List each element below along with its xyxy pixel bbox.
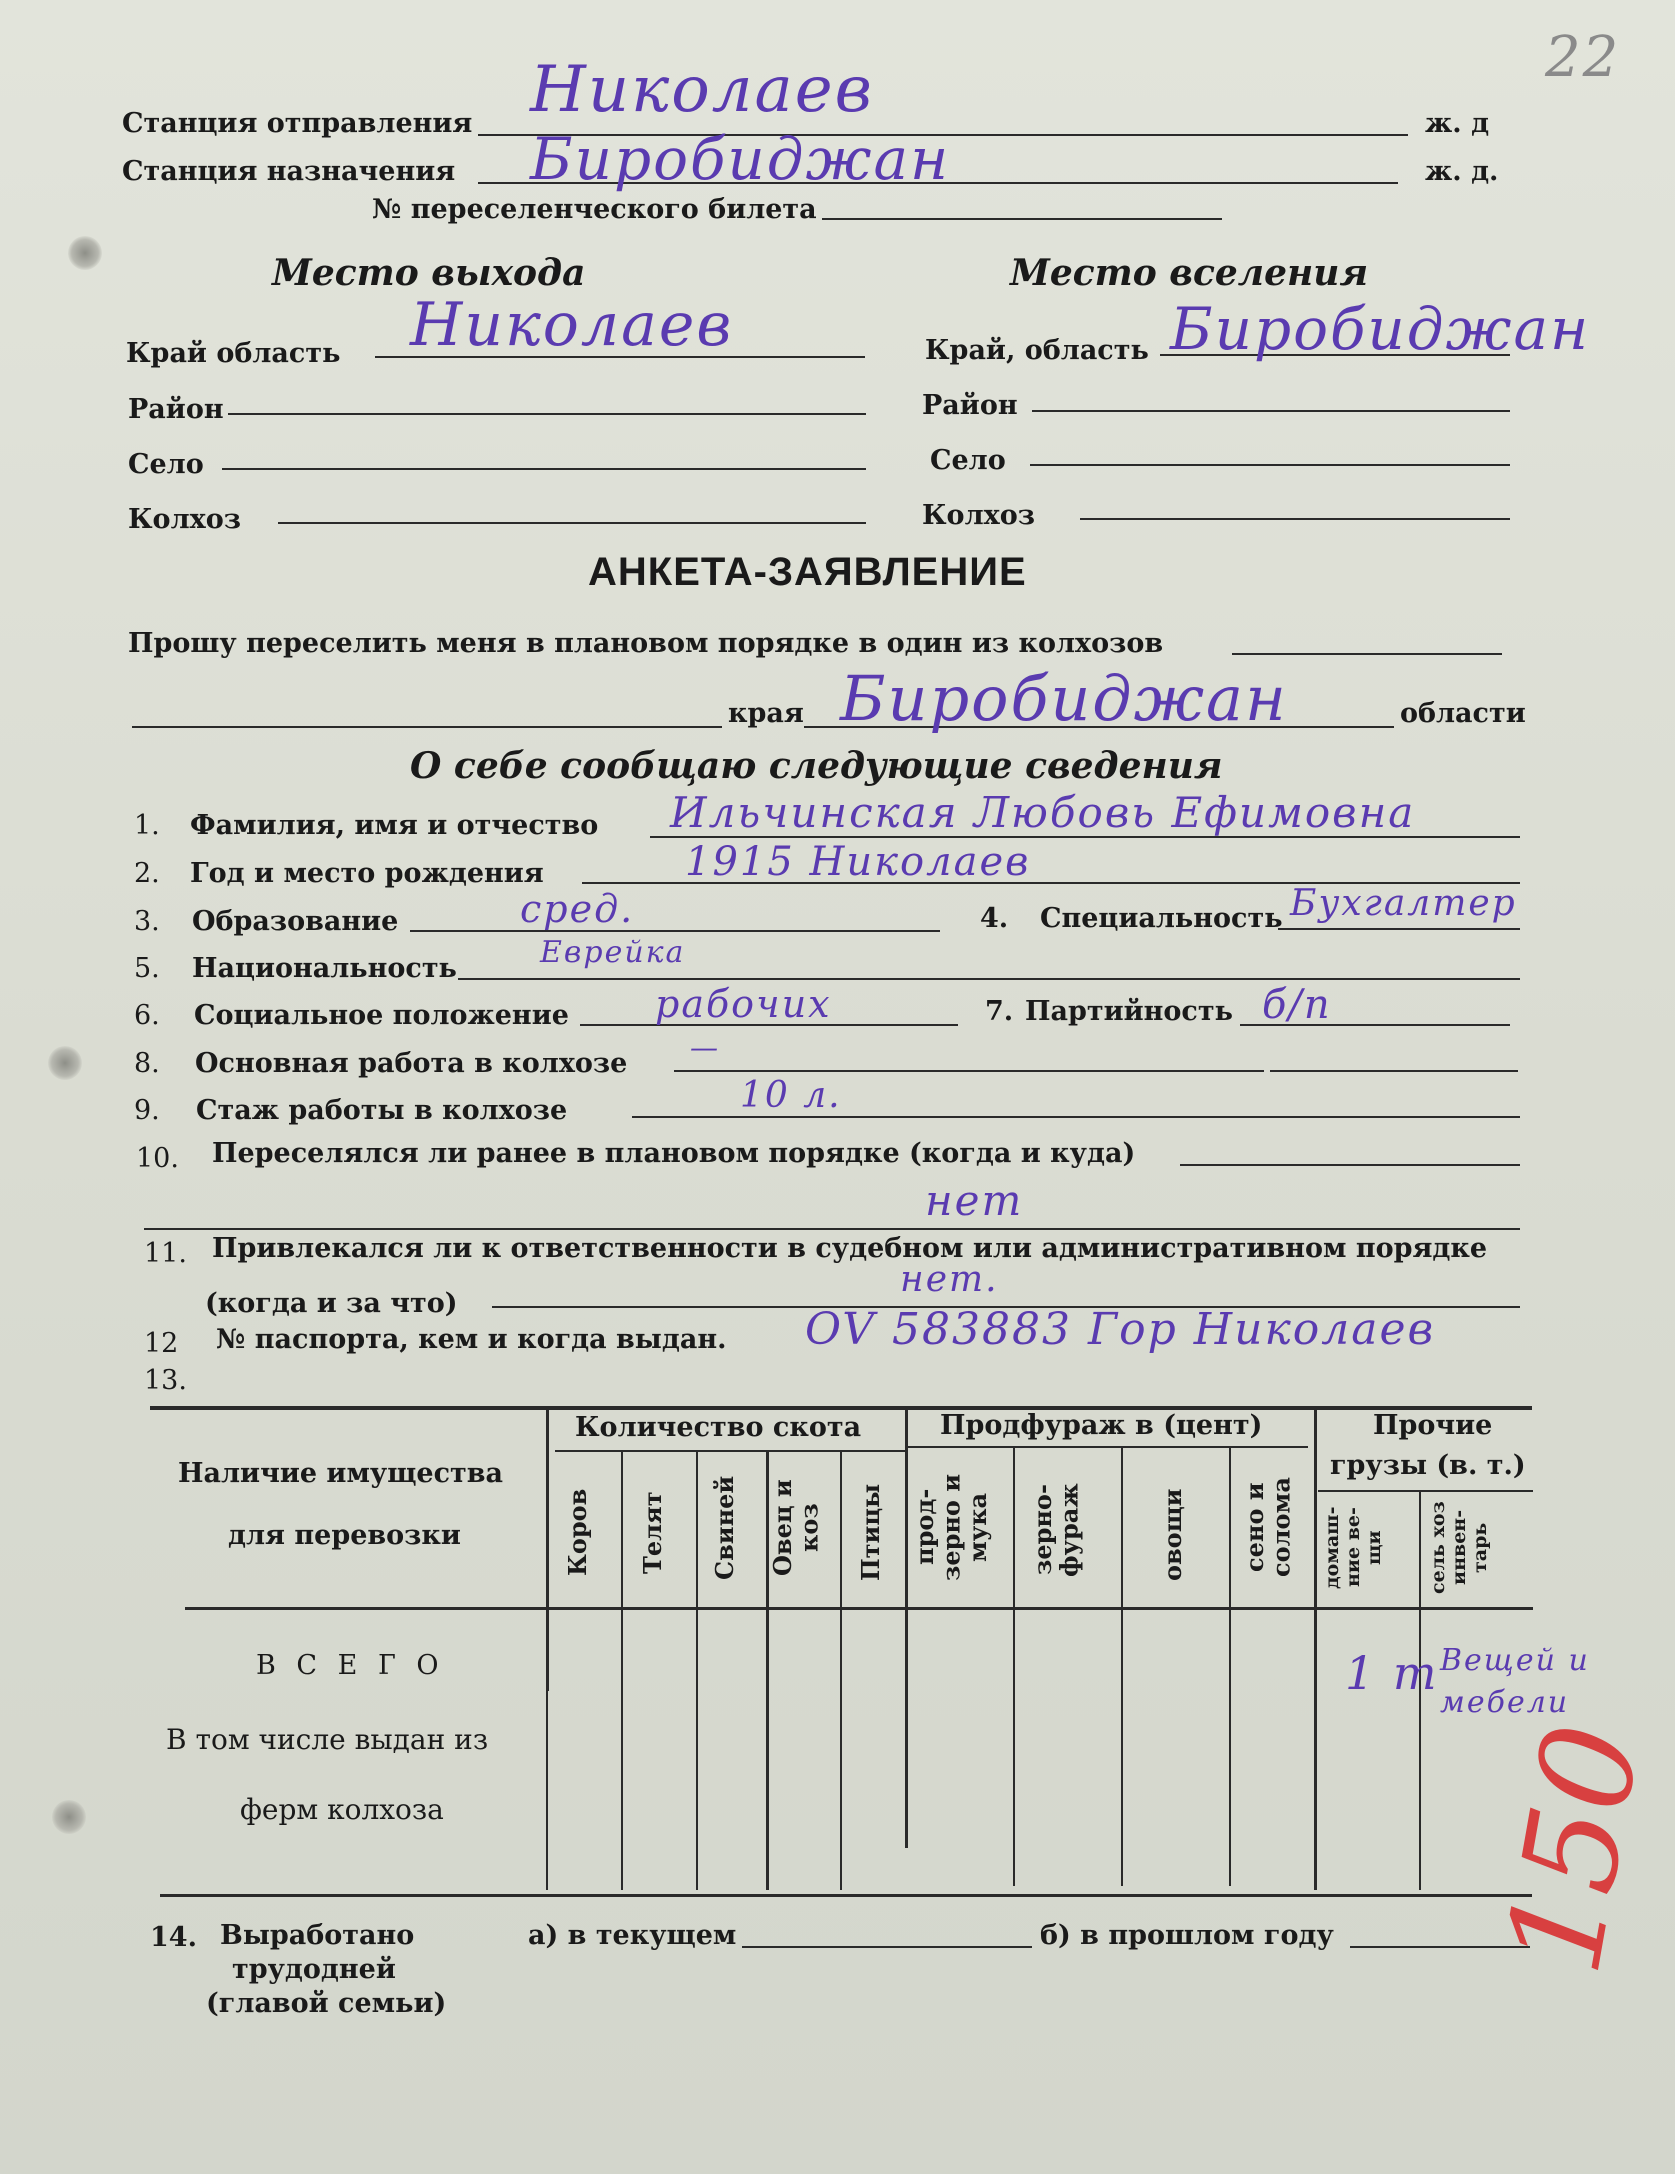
item-11-value: нет.	[900, 1259, 999, 1300]
workdays-current-label: а) в текущем	[528, 1920, 737, 1951]
workdays-previous-label: б) в прошлом году	[1040, 1920, 1334, 1951]
col-calves: Телят	[638, 1491, 667, 1574]
workdays-label-2: трудодней	[232, 1954, 396, 1985]
item-1-value: Ильчинская Любовь Ефимовна	[670, 788, 1416, 837]
item-11-label2: (когда и за что)	[205, 1288, 458, 1319]
station-from-suffix: ж. д	[1425, 108, 1490, 139]
workdays-label-3: (главой семьи)	[206, 1988, 447, 2019]
item-3-label: Образование	[192, 906, 399, 937]
table-row-total: В С Е Г О	[256, 1650, 445, 1681]
table-group-fodder: Продфураж в (цент)	[940, 1410, 1263, 1441]
item-1-num: 1.	[134, 810, 160, 841]
item-2-num: 2.	[134, 858, 160, 889]
origin-district-label: Район	[128, 394, 224, 425]
item-7-label: Партийность	[1025, 996, 1233, 1027]
item-10-label: Переселялся ли ранее в плановом порядке (когда и куда)	[212, 1138, 1136, 1169]
col-vegetables: овощи	[1158, 1488, 1187, 1582]
origin-heading: Место выхода	[272, 252, 586, 294]
item-12-num: 12	[144, 1328, 179, 1359]
origin-region-label: Край область	[126, 338, 341, 369]
item-8-num: 8.	[134, 1048, 160, 1079]
request-kray-label: края	[728, 698, 804, 729]
item-3-num: 3.	[134, 906, 160, 937]
col-grain-fodder: зерно-фураж	[1028, 1483, 1084, 1577]
punch-hole-2	[48, 1046, 82, 1080]
request-oblast-label: области	[1400, 698, 1526, 729]
item-4-value: Бухгалтер	[1290, 883, 1517, 924]
item-9-label: Стаж работы в колхозе	[196, 1095, 568, 1126]
cell-household-value: 1 т	[1345, 1646, 1439, 1700]
workdays-label-1: Выработано	[220, 1920, 415, 1951]
item-8-value: —	[690, 1031, 720, 1064]
table-row-header-1: Наличие имущества	[178, 1458, 504, 1489]
col-farm-tools: сель хоз инвен-тарь	[1427, 1501, 1491, 1594]
destination-region-label: Край, область	[925, 335, 1149, 366]
item-5-num: 5.	[134, 953, 160, 984]
station-to-label: Станция назначения	[122, 156, 456, 187]
item-2-label: Год и место рождения	[190, 858, 544, 889]
red-stamp-number: 150	[1477, 1713, 1670, 1985]
punch-hole-3	[52, 1800, 86, 1834]
table-row-issued-2: ферм колхоза	[240, 1793, 444, 1826]
col-poultry: Птицы	[856, 1483, 885, 1582]
item-12-value: OV 583883 Гор Николаев	[805, 1304, 1436, 1355]
item-6-num: 6.	[134, 1000, 160, 1031]
item-9-num: 9.	[134, 1095, 160, 1126]
item-7-value: б/п	[1262, 982, 1332, 1028]
item-4-num: 4.	[980, 903, 1009, 934]
item-11-label: Привлекался ли к ответственности в судебном или административном порядке	[212, 1233, 1488, 1264]
request-oblast-value: Биробиджан	[840, 662, 1288, 735]
punch-hole-1	[68, 236, 102, 270]
station-to-value: Биробиджан	[530, 125, 951, 193]
origin-kolkhoz-label: Колхоз	[128, 504, 241, 535]
origin-village-label: Село	[128, 449, 204, 480]
item-5-value: Еврейка	[540, 935, 686, 970]
ticket-label: № переселенческого билета	[372, 194, 817, 225]
station-from-label: Станция отправления	[122, 108, 473, 139]
section-heading: О себе сообщаю следующие сведения	[410, 745, 1223, 787]
destination-kolkhoz-label: Колхоз	[922, 500, 1035, 531]
table-top-rule	[150, 1406, 1532, 1410]
item-2-value: 1915 Николаев	[685, 839, 1031, 885]
item-6-value: рабочих	[655, 982, 832, 1026]
item-6-label: Социальное положение	[194, 1000, 569, 1031]
table-row-header-2: для перевозки	[228, 1520, 461, 1551]
origin-region-value: Николаев	[410, 290, 734, 360]
table-group-other-1: Прочие	[1373, 1410, 1493, 1441]
col-sheep-goats: Овец и коз	[768, 1479, 824, 1577]
item-10-value: нет	[925, 1176, 1024, 1225]
destination-village-label: Село	[930, 445, 1006, 476]
item-4-label: Специальность	[1040, 903, 1283, 934]
station-from-value: Николаев	[530, 53, 874, 127]
col-hay-straw: сено и солома	[1240, 1477, 1296, 1578]
table-group-other-2: грузы (в. т.)	[1330, 1450, 1526, 1481]
item-9-value: 10 л.	[740, 1075, 842, 1116]
destination-heading: Место вселения	[1010, 252, 1369, 294]
workdays-num: 14.	[150, 1922, 197, 1953]
item-12-label: № паспорта, кем и когда выдан.	[216, 1324, 727, 1355]
item-7-num: 7.	[985, 996, 1014, 1027]
table-row-issued-1: В том числе выдан из	[166, 1723, 489, 1756]
item-13-num: 13.	[144, 1365, 187, 1396]
table-bottom-rule	[160, 1894, 1532, 1897]
destination-region-value: Биробиджан	[1170, 295, 1591, 363]
col-household: домаш-ние ве-щи	[1321, 1506, 1385, 1589]
cell-tools-value: Вещей и мебели	[1440, 1643, 1590, 1720]
col-grain-flour: прод-зерно и мука	[910, 1473, 992, 1581]
item-8-label: Основная работа в колхозе	[195, 1048, 628, 1079]
destination-district-label: Район	[922, 390, 1018, 421]
item-10-num: 10.	[136, 1143, 179, 1174]
item-1-label: Фамилия, имя и отчество	[190, 810, 599, 841]
col-pigs: Свиней	[710, 1475, 739, 1580]
item-5-label: Национальность	[192, 953, 457, 984]
corner-note: 22	[1545, 25, 1621, 90]
station-to-suffix: ж. д.	[1425, 156, 1499, 187]
request-line1: Прошу переселить меня в плановом порядке в один из колхозов	[128, 628, 1164, 659]
col-cows: Коров	[563, 1488, 592, 1577]
table-group-livestock: Количество скота	[575, 1412, 862, 1443]
item-3-value: сред.	[520, 887, 635, 931]
form-title: АНКЕТА-ЗАЯВЛЕНИЕ	[588, 550, 1027, 594]
item-11-num: 11.	[144, 1238, 187, 1269]
table-header-bottom	[185, 1607, 1533, 1610]
